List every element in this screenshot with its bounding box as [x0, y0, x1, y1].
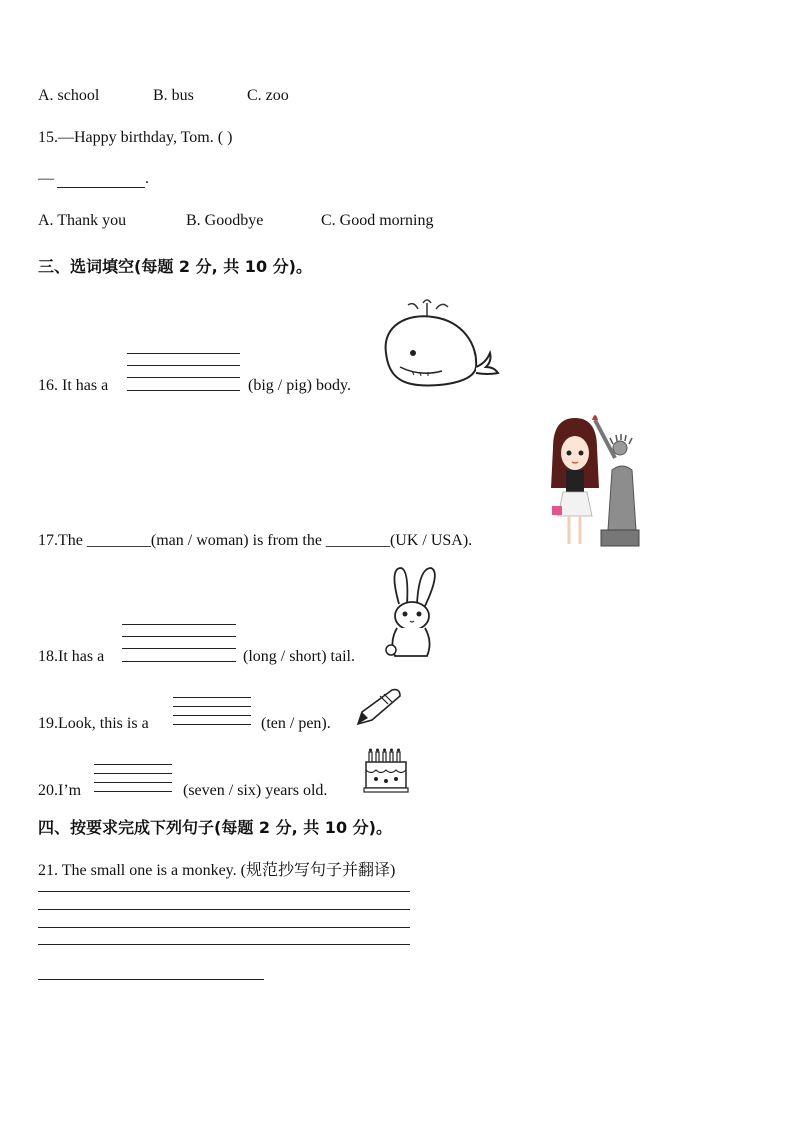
- q16-four-line-blank[interactable]: [127, 353, 240, 391]
- q15-answer-blank[interactable]: [57, 187, 145, 188]
- whale-icon: [378, 295, 503, 390]
- section3-heading: 三、选词填空(每题 2 分, 共 10 分)。: [38, 257, 312, 276]
- q20-four-line-blank[interactable]: [94, 764, 172, 792]
- q19-four-line-blank[interactable]: [173, 697, 251, 725]
- q14-option-b: B. bus: [153, 87, 194, 104]
- q21-instruction: 21. The small one is a monkey. (规范抄写句子并翻译): [38, 862, 396, 879]
- girl-and-statue-icon: [545, 408, 645, 550]
- q16-prefix: 16. It has a: [38, 377, 109, 394]
- q19-suffix: (ten / pen).: [261, 715, 331, 732]
- pen-icon: [352, 686, 404, 728]
- q20-prefix: 20.I’m: [38, 782, 82, 799]
- q19-prefix: 19.Look, this is a: [38, 715, 149, 732]
- q18-suffix: (long / short) tail.: [243, 648, 355, 665]
- q15-question: 15.—Happy birthday, Tom. ( ): [38, 129, 233, 146]
- q15-option-a: A. Thank you: [38, 212, 127, 229]
- q15-answer-dash: —: [38, 170, 54, 187]
- rabbit-icon: [383, 566, 441, 662]
- q17-text: 17.The ________(man / woman) is from the ________(UK / USA).: [38, 532, 473, 549]
- q16-suffix: (big / pig) body.: [248, 377, 351, 394]
- q21-translation-line[interactable]: [38, 979, 264, 980]
- q14-option-a: A. school: [38, 87, 100, 104]
- section4-heading: 四、按要求完成下列句子(每题 2 分, 共 10 分)。: [38, 818, 392, 837]
- q18-four-line-blank[interactable]: [122, 624, 236, 662]
- q18-prefix: 18.It has a: [38, 648, 105, 665]
- q15-option-b: B. Goodbye: [186, 212, 264, 229]
- q15-answer-period: .: [145, 170, 149, 187]
- q14-option-c: C. zoo: [247, 87, 289, 104]
- q21-copy-lines[interactable]: [38, 891, 410, 945]
- q15-option-c: C. Good morning: [321, 212, 434, 229]
- q20-suffix: (seven / six) years old.: [183, 782, 328, 799]
- birthday-cake-icon: [362, 748, 410, 794]
